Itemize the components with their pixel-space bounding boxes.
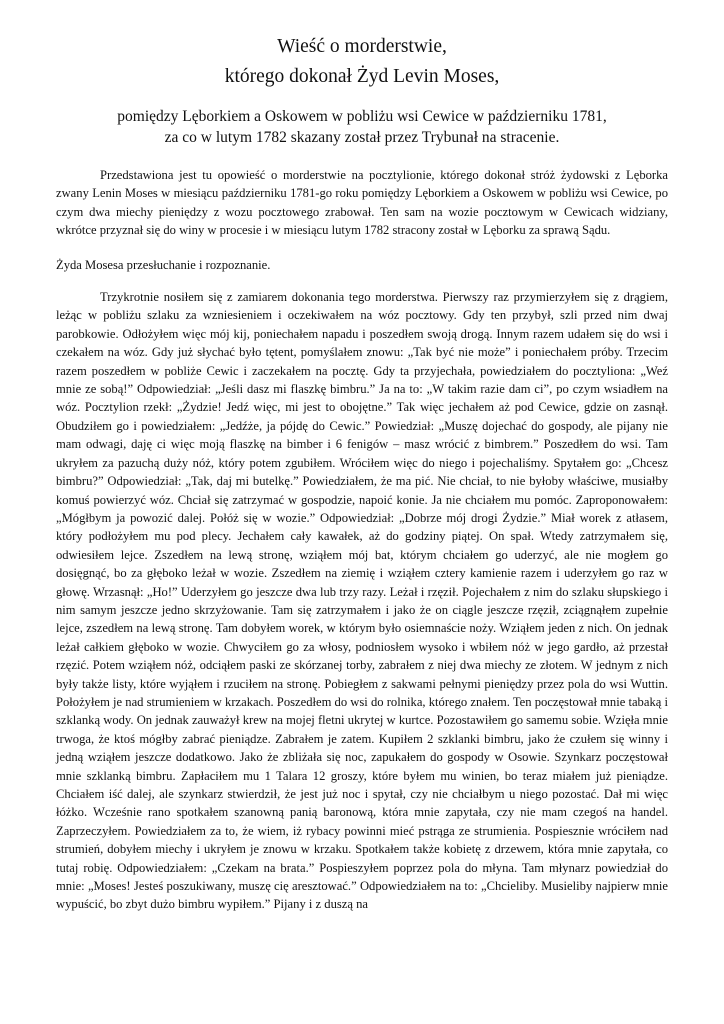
subtitle-line-1: pomiędzy Lęborkiem a Oskowem w pobliżu wsi Cewice w październiku 1781,: [117, 108, 607, 125]
title-line-1: Wieść o morderstwie,: [277, 36, 447, 57]
intro-paragraph: Przedstawiona jest tu opowieść o morderstwie na pocztylionie, którego dokonał stróż żydowski z Lęborka zwany Lenin Moses w miesiącu październiku 1781-go roku pomiędzy Lęborkiem a Oskowem w pobliżu wsi Cewice, po czym dwa miechy pieniędzy z wozu pocztowego zrabował. Ten sam na wozie pocztowym w Cewicach widziany, wkrótce przyznał się do winy w procesie i w miesiącu lutym 1782 stracony został w Lęborku za sprawą Sądu.: [56, 168, 668, 238]
document-subtitle: [56, 106, 668, 148]
testimony-paragraph: Trzykrotnie nosiłem się z zamiarem dokonania tego morderstwa. Pierwszy raz przymierzyłem się z drągiem, leżąc w pobliżu szlaku za wzniesieniem i oczekiwałem na wóz pocztowy. Gdy ten przybył, szli przed nim dwaj parobkowie. Odłożyłem więc mój kij, poniechałem napadu i poszedłem swoją drogą. Innym razem udałem się do wsi i czekałem na wóz. Gdy już słychać było tętent, pomyślałem znowu: „Tak być nie może” i poniechałem próby. Trzecim razem poszedłem w pobliże Cewic i zaczekałem na pocztę. Gdy ta przyjechała, powiedziałem do pocztyliona: „Weź mnie ze sobą!” Odpowiedział: „Jeśli dasz mi flaszkę bimbru.” Ja na to: „W takim razie dam ci”, po czym wsiadłem na wóz. Pocztylion rzekł: „Żydzie! Jedź więc, mi jest to obojętne.” Tak więc jechałem aż pod Cewice, gdzie on zasnął. Obudziłem go i powiedziałem: „Jedźże, ja pójdę do Cewic.” Powiedział: „Muszę dojechać do gospody, ale pijany nie mam odwagi, daję ci więc moją flaszkę na bimber i 6 fenigów – masz wrócić z bimbrem.” Poszedłem do wsi. Tam ukryłem za pazuchą duży nóż, który potem zgubiłem. Wróciłem więc do niego i pojechaliśmy. Spytałem go: „Chcesz bimbru?” Odpowiedział: „Tak, daj mi butelkę.” Powiedziałem, że ma pić. Nie chciał, to nie byłoby właściwe, musiałby komuś powierzyć wóz. Chciał się zatrzymać w gospodzie, napoić konie. Ja nie chciałem mu pomóc. Zaproponowałem: „Mógłbym ja powozić dalej. Połóż się w wozie.” Odpowiedział: „Dobrze mój drogi Żydzie.” Miał worek z atłasem, który podłożyłem mu pod plecy. Jechałem cały kawałek, aż do godziny piątej. On spał. Wtedy zatrzymałem się, odwiesiłem lejce. Zszedłem na lewą stronę, wziąłem mój bat, którym chciałem go uderzyć, ale nie mogłem go dosięgnąć, bo za głęboko leżał w wozie. Zszedłem na ziemię i wziąłem cztery kamienie razem i uderzyłem go raz w głowę. Wrzasnął: „Ho!” Uderzyłem go jeszcze dwa lub trzy razy. Leżał i rzęził. Pojechałem z nim do szlaku słupskiego i nim samym jeszcze jedno skrzyżowanie. Tam się zatrzymałem i jako że on ciągle jeszcze rzęził, zciągnąłem zupełnie lejce, zszedłem na lewą stronę. Tam dobyłem worek, w którym było osiemnaście noży. Wziąłem jeden z nich. On jednak leżał całkiem głęboko w wozie. Chwyciłem go za włosy, podniosłem wysoko i wbiłem nóż w jego gardło, aż przestał rzęzić. Potem wziąłem nóż, odciąłem paski ze skórzanej torby, zabrałem z niej dwa miechy ze złotem. W jednym z nich były także listy, które wyjąłem i rzuciłem na stronę. Pobiegłem z sakwami pełnymi pieniędzy przez pola do wsi Wuttin. Położyłem je nad strumieniem w krzakach. Poszedłem do wsi do rolnika, którego znałem. Ten poczęstował mnie tabaką i szklanką wody. On jednak zauważył krew na mojej fletni ukrytej w kurtce. Pozostawiłem go samemu sobie. Wzięła mnie trwoga, że ktoś mógłby zabrać pieniądze. Zabrałem je zatem. Kupiłem 2 szklanki bimbru, jako że czułem się winny i jedną wziąłem jeszcze dodatkowo. Jako że zbliżała się noc, zapukałem do gospody w Osowie. Szynkarz poczęstował mnie szklanką bimbru. Zapłaciłem mu 1 Talara 12 groszy, które byłem mu winien, bo teraz miałem już pieniądze. Chciałem iść dalej, ale szynkarz stwierdził, że jest już noc i spytał, czy nie chciałbym u niego pozostać. Dał mi więc łóżko. Wcześnie rano spotkałem szanowną panią baronową, która mnie zapytała, czy nie mam czegoś na handel. Zaprzeczyłem. Powiedziałem za to, że wiem, iż rybacy powinni mieć pstrąga ze strumienia. Pospiesznie wróciłem nad strumień, dobyłem miechy i ukryłem je znowu w krzaku. Spotkałem także kobietę z drzewem, która mnie zapytała, co tutaj robię. Odpowiedziałem: „Czekam na brata.” Pospieszyłem poprzez pola do młyna. Tam młynarz powiedział do mnie: „Moses! Jesteś poszukiwany, muszę cię aresztować.” Odpowiedziałem na to: „Chcieliby. Musieliby najpierw mnie wypuścić, bo zbyt dużo bimbru wypiłem.” Pijany i z duszą na: [56, 290, 668, 912]
subtitle-line-2: za co w lutym 1782 skazany został przez Trybunał na stracenie.: [164, 129, 560, 146]
document-page: [56, 32, 668, 914]
title-line-2: którego dokonał Żyd Levin Moses,: [224, 66, 500, 87]
document-title: [56, 32, 668, 92]
section-heading: Żyda Mosesa przesłuchanie i rozpoznanie.: [56, 257, 271, 272]
